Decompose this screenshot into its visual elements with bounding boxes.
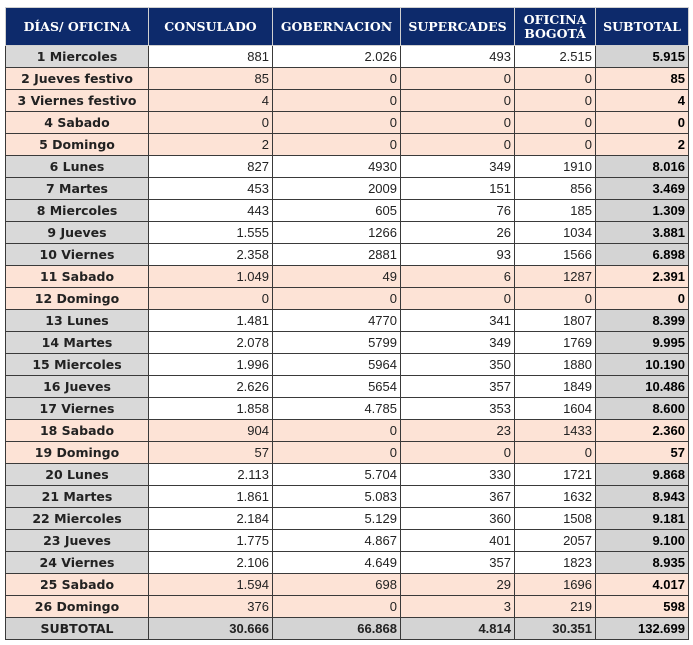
cell-supercades: 23 [401, 420, 515, 442]
cell-consulado: 827 [149, 156, 273, 178]
cell-subtotal: 10.190 [596, 354, 689, 376]
cell-gobernacion: 4770 [273, 310, 401, 332]
cell-consulado: 1.996 [149, 354, 273, 376]
total-cell-subtotal: 132.699 [596, 618, 689, 640]
cell-consulado: 57 [149, 442, 273, 464]
cell-supercades: 401 [401, 530, 515, 552]
cell-oficina-bogota: 1508 [515, 508, 596, 530]
table-row [6, 156, 689, 178]
cell-day: 22 Miercoles [6, 508, 149, 530]
table-row [6, 530, 689, 552]
cell-subtotal: 10.486 [596, 376, 689, 398]
cell-consulado: 1.555 [149, 222, 273, 244]
cell-consulado: 376 [149, 596, 273, 618]
table-row [6, 398, 689, 420]
total-cell-day: SUBTOTAL [6, 618, 149, 640]
header-gobernacion: GOBERNACION [273, 8, 401, 46]
table-row [6, 200, 689, 222]
cell-oficina-bogota: 1807 [515, 310, 596, 332]
table-row [6, 222, 689, 244]
cell-day: 7 Martes [6, 178, 149, 200]
header-consulado: CONSULADO [149, 8, 273, 46]
cell-consulado: 1.858 [149, 398, 273, 420]
cell-gobernacion: 5.083 [273, 486, 401, 508]
cell-day: 16 Jueves [6, 376, 149, 398]
cell-supercades: 330 [401, 464, 515, 486]
header-row [6, 8, 689, 46]
table-row [6, 574, 689, 596]
cell-supercades: 6 [401, 266, 515, 288]
cell-gobernacion: 5.129 [273, 508, 401, 530]
cell-oficina-bogota: 1034 [515, 222, 596, 244]
table-row [6, 376, 689, 398]
cell-gobernacion: 0 [273, 596, 401, 618]
cell-day: 18 Sabado [6, 420, 149, 442]
cell-supercades: 349 [401, 332, 515, 354]
table-row [6, 244, 689, 266]
cell-day: 19 Domingo [6, 442, 149, 464]
cell-supercades: 493 [401, 46, 515, 68]
cell-consulado: 2.078 [149, 332, 273, 354]
cell-day: 17 Viernes [6, 398, 149, 420]
cell-consulado: 881 [149, 46, 273, 68]
cell-subtotal: 5.915 [596, 46, 689, 68]
cell-subtotal: 8.600 [596, 398, 689, 420]
cell-subtotal: 8.935 [596, 552, 689, 574]
cell-consulado: 1.594 [149, 574, 273, 596]
table-row [6, 332, 689, 354]
cell-oficina-bogota: 1910 [515, 156, 596, 178]
cell-oficina-bogota: 1849 [515, 376, 596, 398]
cell-oficina-bogota: 1880 [515, 354, 596, 376]
cell-subtotal: 1.309 [596, 200, 689, 222]
cell-day: 3 Viernes festivo [6, 90, 149, 112]
cell-subtotal: 85 [596, 68, 689, 90]
table-row [6, 112, 689, 134]
cell-supercades: 93 [401, 244, 515, 266]
cell-day: 11 Sabado [6, 266, 149, 288]
cell-subtotal: 8.016 [596, 156, 689, 178]
cell-supercades: 0 [401, 68, 515, 90]
cell-subtotal: 9.868 [596, 464, 689, 486]
cell-subtotal: 4 [596, 90, 689, 112]
cell-gobernacion: 0 [273, 90, 401, 112]
cell-supercades: 29 [401, 574, 515, 596]
cell-oficina-bogota: 0 [515, 442, 596, 464]
cell-subtotal: 8.399 [596, 310, 689, 332]
cell-supercades: 367 [401, 486, 515, 508]
cell-subtotal: 9.995 [596, 332, 689, 354]
total-cell-supercades: 4.814 [401, 618, 515, 640]
cell-gobernacion: 4930 [273, 156, 401, 178]
cell-supercades: 26 [401, 222, 515, 244]
cell-oficina-bogota: 0 [515, 90, 596, 112]
cell-subtotal: 2 [596, 134, 689, 156]
cell-gobernacion: 2.026 [273, 46, 401, 68]
cell-day: 1 Miercoles [6, 46, 149, 68]
cell-oficina-bogota: 856 [515, 178, 596, 200]
cell-gobernacion: 49 [273, 266, 401, 288]
cell-day: 14 Martes [6, 332, 149, 354]
table-row [6, 310, 689, 332]
cell-subtotal: 4.017 [596, 574, 689, 596]
cell-oficina-bogota: 0 [515, 288, 596, 310]
cell-gobernacion: 0 [273, 68, 401, 90]
cell-supercades: 349 [401, 156, 515, 178]
table-row [6, 442, 689, 464]
table-row [6, 552, 689, 574]
total-row [6, 618, 689, 640]
header-dias-oficina: DÍAS/ OFICINA [6, 8, 149, 46]
cell-gobernacion: 4.785 [273, 398, 401, 420]
cell-consulado: 1.049 [149, 266, 273, 288]
cell-consulado: 1.775 [149, 530, 273, 552]
cell-day: 21 Martes [6, 486, 149, 508]
table-row [6, 288, 689, 310]
cell-gobernacion: 605 [273, 200, 401, 222]
cell-subtotal: 3.881 [596, 222, 689, 244]
cell-consulado: 0 [149, 288, 273, 310]
cell-oficina-bogota: 1287 [515, 266, 596, 288]
cell-day: 13 Lunes [6, 310, 149, 332]
attendance-table [5, 7, 689, 640]
cell-supercades: 0 [401, 442, 515, 464]
cell-oficina-bogota: 1721 [515, 464, 596, 486]
cell-day: 2 Jueves festivo [6, 68, 149, 90]
cell-consulado: 1.481 [149, 310, 273, 332]
cell-oficina-bogota: 0 [515, 134, 596, 156]
table-row [6, 266, 689, 288]
cell-oficina-bogota: 0 [515, 112, 596, 134]
cell-gobernacion: 2881 [273, 244, 401, 266]
cell-gobernacion: 0 [273, 112, 401, 134]
cell-consulado: 0 [149, 112, 273, 134]
table-row [6, 596, 689, 618]
cell-subtotal: 0 [596, 288, 689, 310]
cell-consulado: 904 [149, 420, 273, 442]
table-row [6, 46, 689, 68]
cell-oficina-bogota: 185 [515, 200, 596, 222]
header-supercades: SUPERCADES [401, 8, 515, 46]
cell-subtotal: 0 [596, 112, 689, 134]
cell-oficina-bogota: 219 [515, 596, 596, 618]
cell-supercades: 353 [401, 398, 515, 420]
cell-gobernacion: 0 [273, 134, 401, 156]
cell-gobernacion: 2009 [273, 178, 401, 200]
cell-gobernacion: 5654 [273, 376, 401, 398]
cell-subtotal: 2.360 [596, 420, 689, 442]
cell-supercades: 360 [401, 508, 515, 530]
cell-gobernacion: 1266 [273, 222, 401, 244]
cell-consulado: 2.106 [149, 552, 273, 574]
cell-oficina-bogota: 2.515 [515, 46, 596, 68]
cell-subtotal: 598 [596, 596, 689, 618]
cell-gobernacion: 5964 [273, 354, 401, 376]
cell-day: 15 Miercoles [6, 354, 149, 376]
cell-gobernacion: 0 [273, 420, 401, 442]
header-subtotal: SUBTOTAL [596, 8, 689, 46]
total-cell-oficina-bogota: 30.351 [515, 618, 596, 640]
cell-day: 23 Jueves [6, 530, 149, 552]
cell-consulado: 2.358 [149, 244, 273, 266]
cell-subtotal: 3.469 [596, 178, 689, 200]
cell-consulado: 443 [149, 200, 273, 222]
table-row [6, 68, 689, 90]
cell-consulado: 2 [149, 134, 273, 156]
cell-day: 26 Domingo [6, 596, 149, 618]
cell-consulado: 1.861 [149, 486, 273, 508]
cell-gobernacion: 4.867 [273, 530, 401, 552]
cell-day: 4 Sabado [6, 112, 149, 134]
table-body [6, 46, 689, 640]
cell-oficina-bogota: 1604 [515, 398, 596, 420]
table-row [6, 420, 689, 442]
table-row [6, 134, 689, 156]
cell-supercades: 3 [401, 596, 515, 618]
cell-subtotal: 57 [596, 442, 689, 464]
cell-oficina-bogota: 0 [515, 68, 596, 90]
cell-supercades: 76 [401, 200, 515, 222]
cell-day: 6 Lunes [6, 156, 149, 178]
cell-oficina-bogota: 2057 [515, 530, 596, 552]
cell-consulado: 85 [149, 68, 273, 90]
cell-oficina-bogota: 1433 [515, 420, 596, 442]
cell-day: 5 Domingo [6, 134, 149, 156]
cell-consulado: 2.184 [149, 508, 273, 530]
table-row [6, 486, 689, 508]
cell-consulado: 453 [149, 178, 273, 200]
cell-day: 12 Domingo [6, 288, 149, 310]
cell-gobernacion: 5799 [273, 332, 401, 354]
cell-subtotal: 9.100 [596, 530, 689, 552]
cell-supercades: 0 [401, 134, 515, 156]
cell-supercades: 151 [401, 178, 515, 200]
cell-subtotal: 6.898 [596, 244, 689, 266]
cell-oficina-bogota: 1632 [515, 486, 596, 508]
cell-day: 8 Miercoles [6, 200, 149, 222]
table-row [6, 508, 689, 530]
table-row [6, 354, 689, 376]
cell-gobernacion: 0 [273, 288, 401, 310]
cell-supercades: 341 [401, 310, 515, 332]
cell-gobernacion: 4.649 [273, 552, 401, 574]
cell-gobernacion: 5.704 [273, 464, 401, 486]
table-row [6, 178, 689, 200]
cell-day: 10 Viernes [6, 244, 149, 266]
cell-supercades: 357 [401, 376, 515, 398]
header-oficina-bogota: OFICINA BOGOTÁ [515, 8, 596, 46]
cell-day: 24 Viernes [6, 552, 149, 574]
cell-supercades: 0 [401, 90, 515, 112]
cell-day: 20 Lunes [6, 464, 149, 486]
cell-gobernacion: 698 [273, 574, 401, 596]
table-row [6, 464, 689, 486]
cell-subtotal: 2.391 [596, 266, 689, 288]
total-cell-consulado: 30.666 [149, 618, 273, 640]
cell-oficina-bogota: 1566 [515, 244, 596, 266]
cell-consulado: 2.626 [149, 376, 273, 398]
cell-subtotal: 8.943 [596, 486, 689, 508]
cell-gobernacion: 0 [273, 442, 401, 464]
cell-oficina-bogota: 1696 [515, 574, 596, 596]
cell-supercades: 0 [401, 112, 515, 134]
cell-oficina-bogota: 1769 [515, 332, 596, 354]
total-cell-gobernacion: 66.868 [273, 618, 401, 640]
cell-supercades: 357 [401, 552, 515, 574]
cell-subtotal: 9.181 [596, 508, 689, 530]
cell-supercades: 350 [401, 354, 515, 376]
table-row [6, 90, 689, 112]
cell-supercades: 0 [401, 288, 515, 310]
cell-consulado: 4 [149, 90, 273, 112]
cell-day: 9 Jueves [6, 222, 149, 244]
cell-day: 25 Sabado [6, 574, 149, 596]
cell-consulado: 2.113 [149, 464, 273, 486]
cell-oficina-bogota: 1823 [515, 552, 596, 574]
